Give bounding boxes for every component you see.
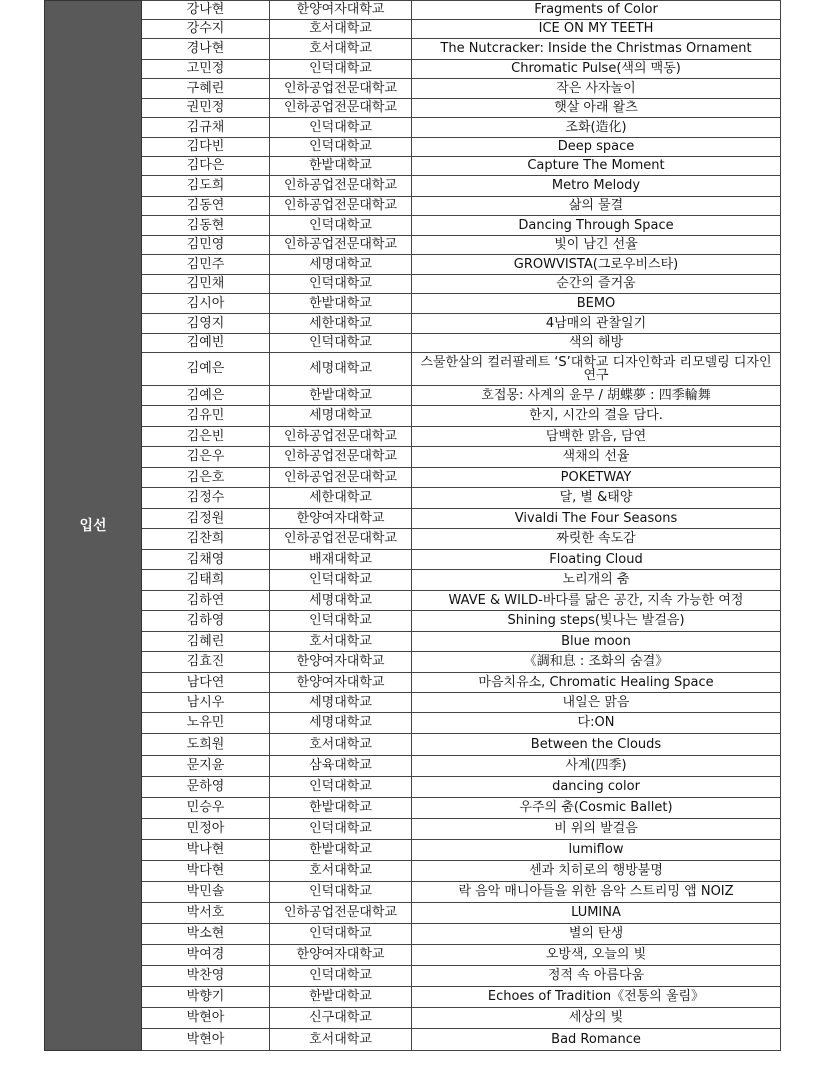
- name-cell: 김채영: [142, 550, 270, 570]
- title-cell: 별의 탄생: [412, 924, 781, 945]
- school-cell: 인덕대학교: [270, 216, 412, 236]
- table-row: [45, 882, 781, 903]
- name-cell: 김예은: [142, 353, 270, 386]
- name-cell: 박민솔: [142, 882, 270, 903]
- table-row: [45, 550, 781, 570]
- name-cell: 박나현: [142, 840, 270, 861]
- school-cell: 한양여자대학교: [270, 652, 412, 673]
- table-row: [45, 20, 781, 39]
- table-row: [45, 673, 781, 693]
- name-cell: 민승우: [142, 798, 270, 819]
- school-cell: 한밭대학교: [270, 987, 412, 1008]
- table-row: [45, 138, 781, 157]
- name-cell: 강나현: [142, 1, 270, 20]
- table-row: [45, 334, 781, 353]
- table-row: [45, 570, 781, 591]
- title-cell: lumiflow: [412, 840, 781, 861]
- title-cell: 정적 속 아름다움: [412, 966, 781, 987]
- table-row: [45, 840, 781, 861]
- school-cell: 세명대학교: [270, 353, 412, 386]
- title-cell: Blue moon: [412, 632, 781, 652]
- school-cell: 인하공업전문대학교: [270, 99, 412, 118]
- school-cell: 인덕대학교: [270, 60, 412, 79]
- school-cell: 호서대학교: [270, 734, 412, 756]
- table-row: [45, 945, 781, 966]
- name-cell: 김은빈: [142, 427, 270, 447]
- school-cell: 인덕대학교: [270, 819, 412, 840]
- title-cell: dancing color: [412, 777, 781, 798]
- school-cell: 세명대학교: [270, 255, 412, 275]
- table-row: [45, 216, 781, 236]
- table-row: [45, 734, 781, 756]
- name-cell: 김정원: [142, 509, 270, 529]
- title-cell: Dancing Through Space: [412, 216, 781, 236]
- title-cell: 색채의 선율: [412, 447, 781, 468]
- name-cell: 박현아: [142, 1008, 270, 1029]
- title-cell: The Nutcracker: Inside the Christmas Ornament: [412, 39, 781, 60]
- school-cell: 세한대학교: [270, 488, 412, 509]
- title-cell: 담백한 맑음, 담연: [412, 427, 781, 447]
- school-cell: 삼육대학교: [270, 756, 412, 777]
- name-cell: 박현아: [142, 1029, 270, 1051]
- title-cell: Shining steps(빛나는 발걸음): [412, 611, 781, 632]
- school-cell: 인덕대학교: [270, 882, 412, 903]
- name-cell: 김정수: [142, 488, 270, 509]
- title-cell: 짜릿한 속도감: [412, 529, 781, 550]
- school-cell: 한양여자대학교: [270, 945, 412, 966]
- table-row: [45, 255, 781, 275]
- title-cell: 조화(造化): [412, 118, 781, 138]
- title-cell: 센과 치히로의 행방불명: [412, 861, 781, 882]
- name-cell: 박찬영: [142, 966, 270, 987]
- category-cell: 입선: [45, 1, 142, 1051]
- name-cell: 김하영: [142, 611, 270, 632]
- name-cell: 문지윤: [142, 756, 270, 777]
- school-cell: 인하공업전문대학교: [270, 176, 412, 197]
- table-row: [45, 529, 781, 550]
- school-cell: 한밭대학교: [270, 840, 412, 861]
- title-cell: Metro Melody: [412, 176, 781, 197]
- title-cell: Capture The Moment: [412, 157, 781, 176]
- school-cell: 한밭대학교: [270, 294, 412, 314]
- name-cell: 남다연: [142, 673, 270, 693]
- table-row: [45, 79, 781, 99]
- table-row: [45, 861, 781, 882]
- table-row: [45, 99, 781, 118]
- title-cell: 4남매의 관찰일기: [412, 314, 781, 334]
- name-cell: 민정아: [142, 819, 270, 840]
- name-cell: 김규채: [142, 118, 270, 138]
- title-cell: 색의 해방: [412, 334, 781, 353]
- name-cell: 김하연: [142, 591, 270, 611]
- title-cell: 《調和息 : 조화의 숨결》: [412, 652, 781, 673]
- name-cell: 김다은: [142, 157, 270, 176]
- table-row: [45, 447, 781, 468]
- table-row: [45, 294, 781, 314]
- school-cell: 인덕대학교: [270, 275, 412, 294]
- title-cell: 세상의 빛: [412, 1008, 781, 1029]
- table-row: [45, 924, 781, 945]
- name-cell: 김태희: [142, 570, 270, 591]
- name-cell: 김동현: [142, 216, 270, 236]
- table-row: [45, 1008, 781, 1029]
- title-cell: Floating Cloud: [412, 550, 781, 570]
- school-cell: 세명대학교: [270, 406, 412, 427]
- table-row: [45, 756, 781, 777]
- name-cell: 김예빈: [142, 334, 270, 353]
- title-cell: 우주의 춤(Cosmic Ballet): [412, 798, 781, 819]
- name-cell: 김민주: [142, 255, 270, 275]
- school-cell: 한밭대학교: [270, 798, 412, 819]
- school-cell: 신구대학교: [270, 1008, 412, 1029]
- title-cell: POKETWAY: [412, 468, 781, 488]
- title-cell: 오방색, 오늘의 빛: [412, 945, 781, 966]
- table-row: [45, 987, 781, 1008]
- title-cell: 순간의 즐거움: [412, 275, 781, 294]
- table-row: [45, 819, 781, 840]
- name-cell: 김다빈: [142, 138, 270, 157]
- title-cell: Fragments of Color: [412, 1, 781, 20]
- school-cell: 호서대학교: [270, 861, 412, 882]
- name-cell: 김은우: [142, 447, 270, 468]
- table-row: [45, 275, 781, 294]
- title-cell: BEMO: [412, 294, 781, 314]
- school-cell: 호서대학교: [270, 1029, 412, 1051]
- school-cell: 인하공업전문대학교: [270, 236, 412, 255]
- title-cell: Echoes of Tradition《전통의 울림》: [412, 987, 781, 1008]
- name-cell: 박향기: [142, 987, 270, 1008]
- table-row: [45, 611, 781, 632]
- table-row: [45, 314, 781, 334]
- table-row: [45, 693, 781, 713]
- name-cell: 김은호: [142, 468, 270, 488]
- school-cell: 인하공업전문대학교: [270, 903, 412, 924]
- table-row: [45, 966, 781, 987]
- title-cell: 햇살 아래 왈츠: [412, 99, 781, 118]
- name-cell: 김민채: [142, 275, 270, 294]
- name-cell: 박여경: [142, 945, 270, 966]
- title-cell: ICE ON MY TEETH: [412, 20, 781, 39]
- school-cell: 인하공업전문대학교: [270, 79, 412, 99]
- table-row: [45, 652, 781, 673]
- school-cell: 인덕대학교: [270, 570, 412, 591]
- title-cell: 삶의 물결: [412, 197, 781, 216]
- table-row: [45, 468, 781, 488]
- school-cell: 인하공업전문대학교: [270, 197, 412, 216]
- name-cell: 김혜린: [142, 632, 270, 652]
- title-cell: 빛이 남긴 선율: [412, 236, 781, 255]
- school-cell: 인덕대학교: [270, 966, 412, 987]
- name-cell: 노유민: [142, 713, 270, 734]
- school-cell: 호서대학교: [270, 632, 412, 652]
- title-cell: 노리개의 춤: [412, 570, 781, 591]
- name-cell: 김영지: [142, 314, 270, 334]
- title-cell: 비 위의 발걸음: [412, 819, 781, 840]
- table-row: [45, 713, 781, 734]
- name-cell: 구혜린: [142, 79, 270, 99]
- school-cell: 배재대학교: [270, 550, 412, 570]
- title-cell: Vivaldi The Four Seasons: [412, 509, 781, 529]
- school-cell: 호서대학교: [270, 39, 412, 60]
- table-row: [45, 509, 781, 529]
- school-cell: 인하공업전문대학교: [270, 529, 412, 550]
- table-row: [45, 406, 781, 427]
- name-cell: 김도희: [142, 176, 270, 197]
- title-cell: GROWVISTA(그로우비스타): [412, 255, 781, 275]
- school-cell: 인덕대학교: [270, 924, 412, 945]
- school-cell: 인덕대학교: [270, 611, 412, 632]
- school-cell: 세명대학교: [270, 693, 412, 713]
- table-row: [45, 1, 781, 20]
- name-cell: 고민정: [142, 60, 270, 79]
- name-cell: 김민영: [142, 236, 270, 255]
- school-cell: 호서대학교: [270, 20, 412, 39]
- table-row: [45, 591, 781, 611]
- title-cell: Deep space: [412, 138, 781, 157]
- name-cell: 도희원: [142, 734, 270, 756]
- school-cell: 인덕대학교: [270, 334, 412, 353]
- school-cell: 인덕대학교: [270, 138, 412, 157]
- title-cell: 마음치유소, Chromatic Healing Space: [412, 673, 781, 693]
- school-cell: 한밭대학교: [270, 386, 412, 406]
- school-cell: 한밭대학교: [270, 157, 412, 176]
- name-cell: 박다현: [142, 861, 270, 882]
- title-cell: Between the Clouds: [412, 734, 781, 756]
- name-cell: 경나현: [142, 39, 270, 60]
- award-table-body: [45, 1, 781, 1051]
- school-cell: 한양여자대학교: [270, 1, 412, 20]
- table-row: [45, 197, 781, 216]
- table-row: [45, 176, 781, 197]
- table-row: [45, 60, 781, 79]
- school-cell: 인덕대학교: [270, 118, 412, 138]
- table-row: [45, 1029, 781, 1051]
- title-cell: 달, 별 &태양: [412, 488, 781, 509]
- table-row: [45, 39, 781, 60]
- table-row: [45, 488, 781, 509]
- school-cell: 인하공업전문대학교: [270, 427, 412, 447]
- award-table: [44, 0, 781, 1051]
- name-cell: 김유민: [142, 406, 270, 427]
- name-cell: 남시우: [142, 693, 270, 713]
- title-cell: 사계(四季): [412, 756, 781, 777]
- name-cell: 김시아: [142, 294, 270, 314]
- title-cell: Chromatic Pulse(색의 맥동): [412, 60, 781, 79]
- title-cell: 한지, 시간의 결을 담다.: [412, 406, 781, 427]
- school-cell: 인하공업전문대학교: [270, 447, 412, 468]
- name-cell: 김찬희: [142, 529, 270, 550]
- title-cell: 호접몽: 사계의 윤무 / 胡蝶夢 : 四季輪舞: [412, 386, 781, 406]
- table-row: [45, 903, 781, 924]
- title-cell: 락 음악 매니아들을 위한 음악 스트리밍 앱 NOIZ: [412, 882, 781, 903]
- table-row: [45, 157, 781, 176]
- table-row: [45, 236, 781, 255]
- table-row: [45, 798, 781, 819]
- name-cell: 문하영: [142, 777, 270, 798]
- name-cell: 김동연: [142, 197, 270, 216]
- name-cell: 권민정: [142, 99, 270, 118]
- table-row: [45, 353, 781, 386]
- title-cell: WAVE & WILD-바다를 닮은 공간, 지속 가능한 여정: [412, 591, 781, 611]
- school-cell: 세명대학교: [270, 591, 412, 611]
- name-cell: 김효진: [142, 652, 270, 673]
- name-cell: 박서호: [142, 903, 270, 924]
- school-cell: 세한대학교: [270, 314, 412, 334]
- table-row: [45, 632, 781, 652]
- name-cell: 박소현: [142, 924, 270, 945]
- name-cell: 강수지: [142, 20, 270, 39]
- title-cell: 다:ON: [412, 713, 781, 734]
- school-cell: 인덕대학교: [270, 777, 412, 798]
- school-cell: 한양여자대학교: [270, 673, 412, 693]
- name-cell: 김예은: [142, 386, 270, 406]
- table-row: [45, 427, 781, 447]
- school-cell: 세명대학교: [270, 713, 412, 734]
- school-cell: 한양여자대학교: [270, 509, 412, 529]
- table-row: [45, 777, 781, 798]
- title-cell: 작은 사자놀이: [412, 79, 781, 99]
- title-cell: Bad Romance: [412, 1029, 781, 1051]
- school-cell: 인하공업전문대학교: [270, 468, 412, 488]
- table-row: [45, 118, 781, 138]
- title-cell: 스물한살의 컬러팔레트 ‘S’대학교 디자인학과 리모델링 디자인 연구: [412, 353, 781, 386]
- table-row: [45, 386, 781, 406]
- title-cell: LUMINA: [412, 903, 781, 924]
- title-cell: 내일은 맑음: [412, 693, 781, 713]
